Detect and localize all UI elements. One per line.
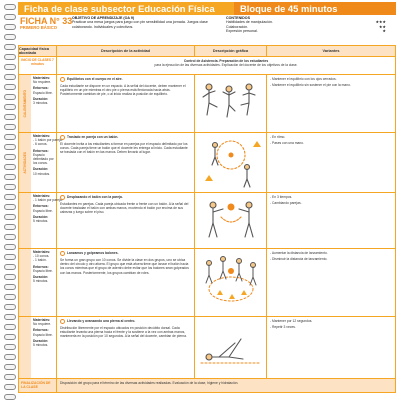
- activity-description: [57, 75, 195, 132]
- info-block: [18, 16, 396, 44]
- duration-value: 3 minutos.: [33, 101, 49, 106]
- spiral-ring: [4, 4, 16, 10]
- materials-value: - 6 conos.: [33, 142, 48, 147]
- spiral-ring: [4, 284, 16, 290]
- clock-icon: [60, 195, 65, 200]
- duration-label: Duración:: [33, 338, 49, 343]
- space-label: Entornos:: [33, 148, 49, 153]
- space-label: Entornos:: [33, 264, 49, 269]
- final-label: FINALIZACIÓN DE LA CLASE: [19, 379, 57, 392]
- activity-title: Desplazando el balón con la pareja.: [67, 195, 123, 200]
- duration-label: Duración:: [33, 167, 49, 172]
- header-descripcion: Descripción de la actividad: [57, 46, 195, 56]
- spiral-ring: [4, 154, 16, 160]
- pair-passing-illustration: [195, 193, 267, 248]
- activity-illustration: [195, 317, 267, 378]
- duration-label: Duración:: [33, 96, 49, 101]
- materials-label: Materiales:: [33, 134, 51, 138]
- variant-item: - Mantener por 12 segundos.: [270, 319, 313, 323]
- header-capacidad: Capacidad física abordada: [19, 46, 57, 56]
- spiral-ring: [4, 354, 16, 360]
- activity-variants: [267, 193, 395, 248]
- materials-value: - 1 balón por pareja.: [33, 138, 63, 143]
- spiral-ring: [4, 234, 16, 240]
- materials-value: No requiere.: [33, 322, 52, 327]
- rating-stars: ★★: [379, 24, 386, 29]
- spiral-ring: [4, 114, 16, 120]
- pair-ball-illustration: [195, 133, 267, 192]
- spiral-ring: [4, 244, 16, 250]
- activity-illustration: [195, 249, 267, 316]
- intro-description: [57, 57, 395, 74]
- rating-stars: ★: [382, 29, 386, 34]
- spiral-ring: [4, 254, 16, 260]
- spiral-ring: [4, 174, 16, 180]
- spiral-ring: [4, 264, 16, 270]
- activity-variants: [267, 75, 395, 132]
- spiral-ring: [4, 84, 16, 90]
- duration-label: Duración:: [33, 275, 49, 280]
- activity-description: [57, 317, 195, 378]
- materials-label: Materiales:: [33, 250, 51, 254]
- spiral-ring: [4, 324, 16, 330]
- variant-item: - Cambiando parejas.: [270, 201, 302, 206]
- space-label: Entornos:: [33, 328, 49, 333]
- activity-variants: [267, 133, 395, 192]
- spiral-ring: [4, 224, 16, 230]
- spiral-ring: [4, 394, 16, 400]
- group-throwing-illustration: [195, 249, 267, 316]
- space-value: Espacio libre.: [33, 332, 53, 337]
- spiral-ring: [4, 34, 16, 40]
- spiral-ring: [4, 104, 16, 110]
- intro-text: para la ejecución de las diversas actividades. Explicación del docente de los objetivos de la clase.: [154, 63, 298, 68]
- spiral-ring: [4, 164, 16, 170]
- activity-illustration: [195, 75, 267, 132]
- spiral-ring: [4, 184, 16, 190]
- spiral-ring: [4, 214, 16, 220]
- activity-variants: [267, 317, 395, 378]
- table-row: [19, 248, 395, 316]
- variant-item: - Disminuir la distancia de lanzamiento.: [270, 257, 328, 262]
- activity-title: Llevando y avanzando una pierna al centro.: [67, 319, 136, 324]
- activity-description: [57, 133, 195, 192]
- spiral-ring: [4, 64, 16, 70]
- table-row: [19, 316, 395, 378]
- variant-item: - Repetir 3 veces.: [270, 325, 296, 330]
- section-label: CALENTAMIENTO: [22, 89, 27, 118]
- space-label: Entornos:: [33, 86, 49, 91]
- leg-raise-illustration: [195, 317, 267, 378]
- learning-objective: [68, 16, 218, 44]
- balancing-figures-illustration: [195, 75, 267, 132]
- spiral-ring: [4, 44, 16, 50]
- duration-value: 5 minutos.: [33, 219, 49, 224]
- contents-title: CONTENIDOS: [226, 16, 250, 20]
- space-label: Entornos:: [33, 204, 49, 209]
- rating-stars: ★★★: [375, 20, 386, 25]
- activity-text: Distribución libremente por el espacio ubicados en posición decúbito dorsal. Cada estudiante levanta una pierna hacia el frente y la sostiene a la vez con ambas manos, mantenerla en la posición por 10 segundos. A la señal del docente, cambian de pierna.: [60, 326, 187, 339]
- spiral-ring: [4, 144, 16, 150]
- materials-value: - 10 conos.: [33, 254, 50, 259]
- materials-cell: [19, 75, 57, 132]
- activity-illustration: [195, 133, 267, 192]
- variant-item: - Aumentar la distancia de lanzamiento.: [270, 251, 328, 255]
- ficha-number: FICHA N° 33: [20, 16, 73, 26]
- table-row: [19, 192, 395, 248]
- sheet-header: [18, 2, 396, 15]
- materials-cell: [19, 133, 63, 192]
- spiral-ring: [4, 74, 16, 80]
- spiral-ring: [4, 204, 16, 210]
- ficha-box: [18, 16, 73, 44]
- spiral-ring: [4, 14, 16, 20]
- clock-icon: [60, 251, 65, 256]
- sheet-title: Ficha de clase subsector Educación Física: [18, 2, 234, 15]
- contents-item: [226, 29, 386, 33]
- table-row-final: [19, 378, 395, 392]
- table-header: [19, 46, 395, 56]
- section-bar: [19, 317, 31, 378]
- materials-cell: [19, 317, 57, 378]
- intro-time-label: INICIO DE CLASES 7 minutos: [19, 57, 57, 74]
- variant-item: - Pases con una mano.: [270, 141, 304, 146]
- spiral-ring: [4, 344, 16, 350]
- clock-icon: [60, 135, 65, 140]
- intro-title: Control de Asistencia. Preparación de los estudiantes: [183, 59, 269, 63]
- materials-label: Materiales:: [33, 194, 51, 198]
- table-row: [19, 74, 395, 132]
- activity-illustration: [195, 193, 267, 248]
- objective-title: OBJETIVO DE APRENDIZAJE (OA 9): [72, 16, 135, 20]
- variant-item: - En 3 tiempos.: [270, 195, 293, 199]
- materials-label: Materiales:: [33, 76, 51, 80]
- activity-description: [57, 249, 195, 316]
- variant-item: - Mantener el equilibrio con los ojos cerrados.: [270, 77, 337, 81]
- spiral-ring: [4, 54, 16, 60]
- spiral-ring: [4, 124, 16, 130]
- header-grafica: Descripción gráfica: [195, 46, 267, 56]
- contents-item-label: Expresión personal.: [226, 29, 258, 34]
- spiral-ring: [4, 314, 16, 320]
- spiral-ring: [4, 294, 16, 300]
- table-row-intro: [19, 56, 395, 74]
- space-value: Espacio libre.: [33, 90, 53, 95]
- activity-text: Cada estudiante se dispone en un espacio. A la señal del docente, deben mantener el equilibrio en un pie mientras el otro pie o pierna está flexionada hacia atrás. Posteriormente cambian de pie, o al inicio realiza la posición de equilibrio.: [60, 84, 186, 97]
- clock-icon: [60, 319, 65, 324]
- spiral-ring: [4, 24, 16, 30]
- contents-item-label: Habilidades de manipulación.: [226, 20, 273, 25]
- duration-label: Duración:: [33, 214, 49, 219]
- duration-value: 10 minutos.: [33, 171, 51, 176]
- activity-title: Lanzamos y golpeamos balones.: [67, 251, 119, 256]
- activity-text: El docente invita a los estudiantes a formar en parejas por el espacio delimitado por los conos. Cada pareja tiene un balón que el docente les entrega al inicio. Cada estudiante se traslada con el balón en las manos. Deben llevarlo al lugar.: [60, 142, 188, 155]
- block-duration-title: Bloque de 45 minutos: [234, 2, 396, 15]
- spiral-ring: [4, 134, 16, 140]
- activity-text: Estudiantes en parejas. Cada pareja ubicada frente a frente con un balón. A la señal del docente trasladan el balón con ambas manos, moviendo el balón por encima de sus cabezas y luego sobre el piso.: [60, 202, 189, 215]
- materials-value: - 1 balón por pareja.: [33, 198, 63, 203]
- spiral-ring: [4, 94, 16, 100]
- spiral-ring: [4, 384, 16, 390]
- activity-variants: [267, 249, 395, 316]
- header-variantes: Variantes: [322, 49, 340, 53]
- activity-text: Se forma un gran grupo con 10 conos. Se divide la clase en dos grupos, uno se ubica dentro del círculo y otro afuera. El grupo que está afuera tiene que lanzar el balón hacia los conos mientras que el grupo de adentro debe evitar que los balones sean golpeados con las manos. Posteriormente, los grupos cambian de roles.: [60, 258, 189, 275]
- activity-title: Equilibrios con el cuerpo en el aire.: [67, 77, 123, 82]
- objective-text: Practicar una mesa juegos para juego con pin sensibilidad una jornada. Juegos clase colaborando. Individuales y colectivos.: [72, 20, 208, 29]
- section-label: ACTIVIDADES: [22, 151, 27, 174]
- space-value: Espacio libre.: [33, 268, 53, 273]
- variant-item: - En ritmo.: [270, 135, 286, 139]
- materials-value: - 1 balón.: [33, 258, 47, 263]
- clock-icon: [60, 77, 65, 82]
- section-bar: [19, 249, 31, 316]
- materials-label: Materiales:: [33, 318, 51, 322]
- activity-title: Traslado en pareja con un balón.: [67, 135, 119, 140]
- variant-item: - Mantener el equilibrio sin sostener el pie con la mano.: [270, 83, 351, 88]
- materials-cell: [19, 249, 57, 316]
- activity-description: [57, 193, 195, 248]
- duration-value: 5 minutos.: [33, 279, 49, 284]
- space-value: Espacio libre.: [33, 208, 53, 213]
- activities-table: [18, 45, 396, 393]
- materials-value: No requiere.: [33, 80, 52, 85]
- contents-item-label: Colaboración.: [226, 24, 249, 29]
- spiral-ring: [4, 364, 16, 370]
- spiral-ring: [4, 374, 16, 380]
- ficha-grade: PRIMERO BÁSICO: [20, 25, 57, 30]
- table-row: [19, 132, 395, 192]
- spiral-ring: [4, 304, 16, 310]
- materials-cell: [19, 193, 63, 248]
- contents-block: [218, 16, 396, 44]
- duration-value: 5 minutos.: [33, 343, 49, 348]
- spiral-binding: [4, 0, 16, 400]
- final-text: Disposición del grupo para el término de las diversas actividades realizadas. Evaluación de la clase, higiene y hidratación.: [60, 381, 239, 385]
- section-bar: [19, 193, 31, 248]
- space-value: Espacio delimitado por los conos.: [33, 152, 54, 166]
- spiral-ring: [4, 194, 16, 200]
- spiral-ring: [4, 334, 16, 340]
- spiral-ring: [4, 274, 16, 280]
